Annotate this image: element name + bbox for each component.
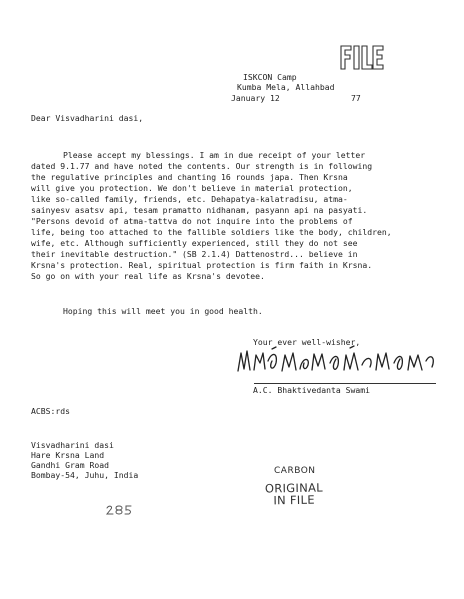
file-stamp (337, 42, 385, 72)
body-line-10: their inevitable destruction." (SB 2.1.4) Dattenostrd... believe in (31, 249, 358, 259)
original-in-file-stamp (265, 481, 323, 506)
closing-line: Hoping this will meet you in good health. (63, 306, 263, 316)
salutation: Dear Visvadharini dasi, (31, 113, 144, 123)
body-line-11: Krsna's protection. Real, spiritual protection is firm faith in Krsna. (31, 260, 373, 270)
body-line-12: So go on with your real life as Krsna's devotee. (31, 271, 265, 281)
body-line-8: life, being too attached to the fallible soldiers like the body, children, (31, 227, 392, 237)
address-line-4: Bombay-54, Juhu, India (31, 470, 139, 480)
handwritten-number-mark (104, 503, 134, 517)
address-line-2: Hare Krsna Land (31, 450, 105, 460)
sign-off: Your ever well-wisher, (253, 337, 361, 347)
original-stamp-line-2: IN FILE (273, 492, 315, 508)
handwritten-signature (232, 343, 442, 379)
address-line-3: Gandhi Gram Road (31, 460, 109, 470)
signature-name: A.C. Bhaktivedanta Swami (253, 385, 370, 395)
header-year: 77 (351, 93, 361, 103)
body-line-1: Please accept my blessings. I am in due receipt of your letter (63, 150, 366, 160)
body-line-7: "Persons devoid of atma-tattva do not inquire into the problems of (31, 216, 353, 226)
reference-initials: ACBS:rds (31, 406, 70, 416)
original-stamp-line-1: ORIGINAL (264, 480, 324, 496)
body-line-3: the regulative principles and chanting 16 rounds japa. Then Krsna (31, 172, 348, 182)
address-line-1: Visvadharini dasi (31, 440, 114, 450)
header-location: Kumba Mela, Allahbad (237, 82, 335, 92)
body-line-4: will give you protection. We don't believe in material protection, (31, 183, 353, 193)
header-date: January 12 (231, 93, 280, 103)
body-line-2: dated 9.1.77 and have noted the contents. Our strength is in following (31, 161, 373, 171)
carbon-stamp: CARBON (274, 466, 316, 476)
body-line-5: like so-called family, friends, etc. Dehapatya-kalatradisu, atma- (31, 194, 348, 204)
body-line-9: wife, etc. Although sufficiently experienced, still they do not see (31, 238, 358, 248)
body-line-6: sainyesv asatsv api, tesam pramatto nidhanam, pasyann api na pasyati. (31, 205, 368, 215)
signature-line (254, 383, 436, 384)
header-org: ISKCON Camp (243, 72, 297, 82)
